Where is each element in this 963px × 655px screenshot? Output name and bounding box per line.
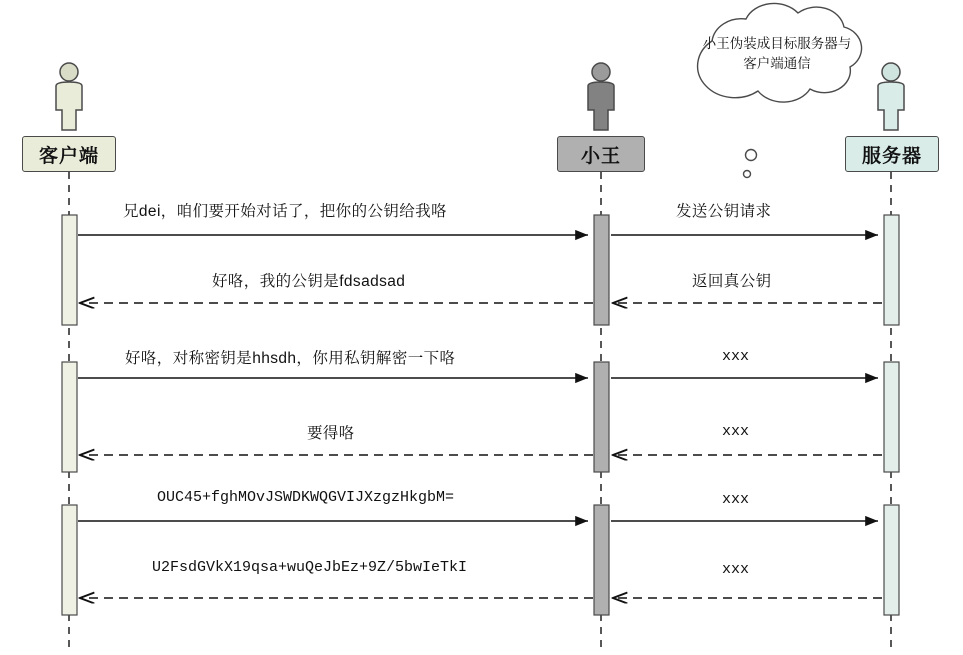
message-label-m4: 返回真公钥 [692, 273, 772, 290]
person-icon-server [878, 63, 904, 130]
cloud-note-text: 小王伪装成目标服务器与客户端通信 [702, 36, 852, 71]
message-label-m1: 兄dei，咱们要开始对话了，把你的公钥给我咯 [123, 203, 447, 220]
actor-box-attacker[interactable] [557, 136, 645, 172]
actor-box-client[interactable] [22, 136, 116, 172]
cloud-note-shape [698, 3, 862, 177]
message-label-m10: xxx [722, 491, 750, 508]
actor-label-server: 服务器 [861, 145, 922, 167]
message-label-m6: xxx [722, 348, 750, 365]
lifelines [69, 172, 891, 652]
message-label-m3: 好咯，我的公钥是fdsadsad [212, 273, 406, 290]
message-label-m12: xxx [722, 561, 750, 578]
message-label-m11: U2FsdGVkX19qsa+wuQeJbEz+9Z/5bwIeTkI [152, 559, 468, 576]
message-label-m9: OUC45+fghMOvJSWDKWQGVIJXzgzHkgbM= [157, 489, 455, 506]
activation-bars [62, 215, 899, 615]
person-icon-attacker [588, 63, 614, 130]
actor-label-client: 客户端 [38, 145, 99, 167]
actor-box-server[interactable] [845, 136, 939, 172]
message-label-m8: xxx [722, 423, 750, 440]
message-label-m2: 发送公钥请求 [676, 203, 772, 220]
message-label-m5: 好咯，对称密钥是hhsdh，你用私钥解密一下咯 [125, 350, 456, 367]
message-label-m7: 要得咯 [307, 425, 355, 442]
person-icon-client [56, 63, 82, 130]
actor-label-attacker: 小王 [580, 145, 621, 167]
